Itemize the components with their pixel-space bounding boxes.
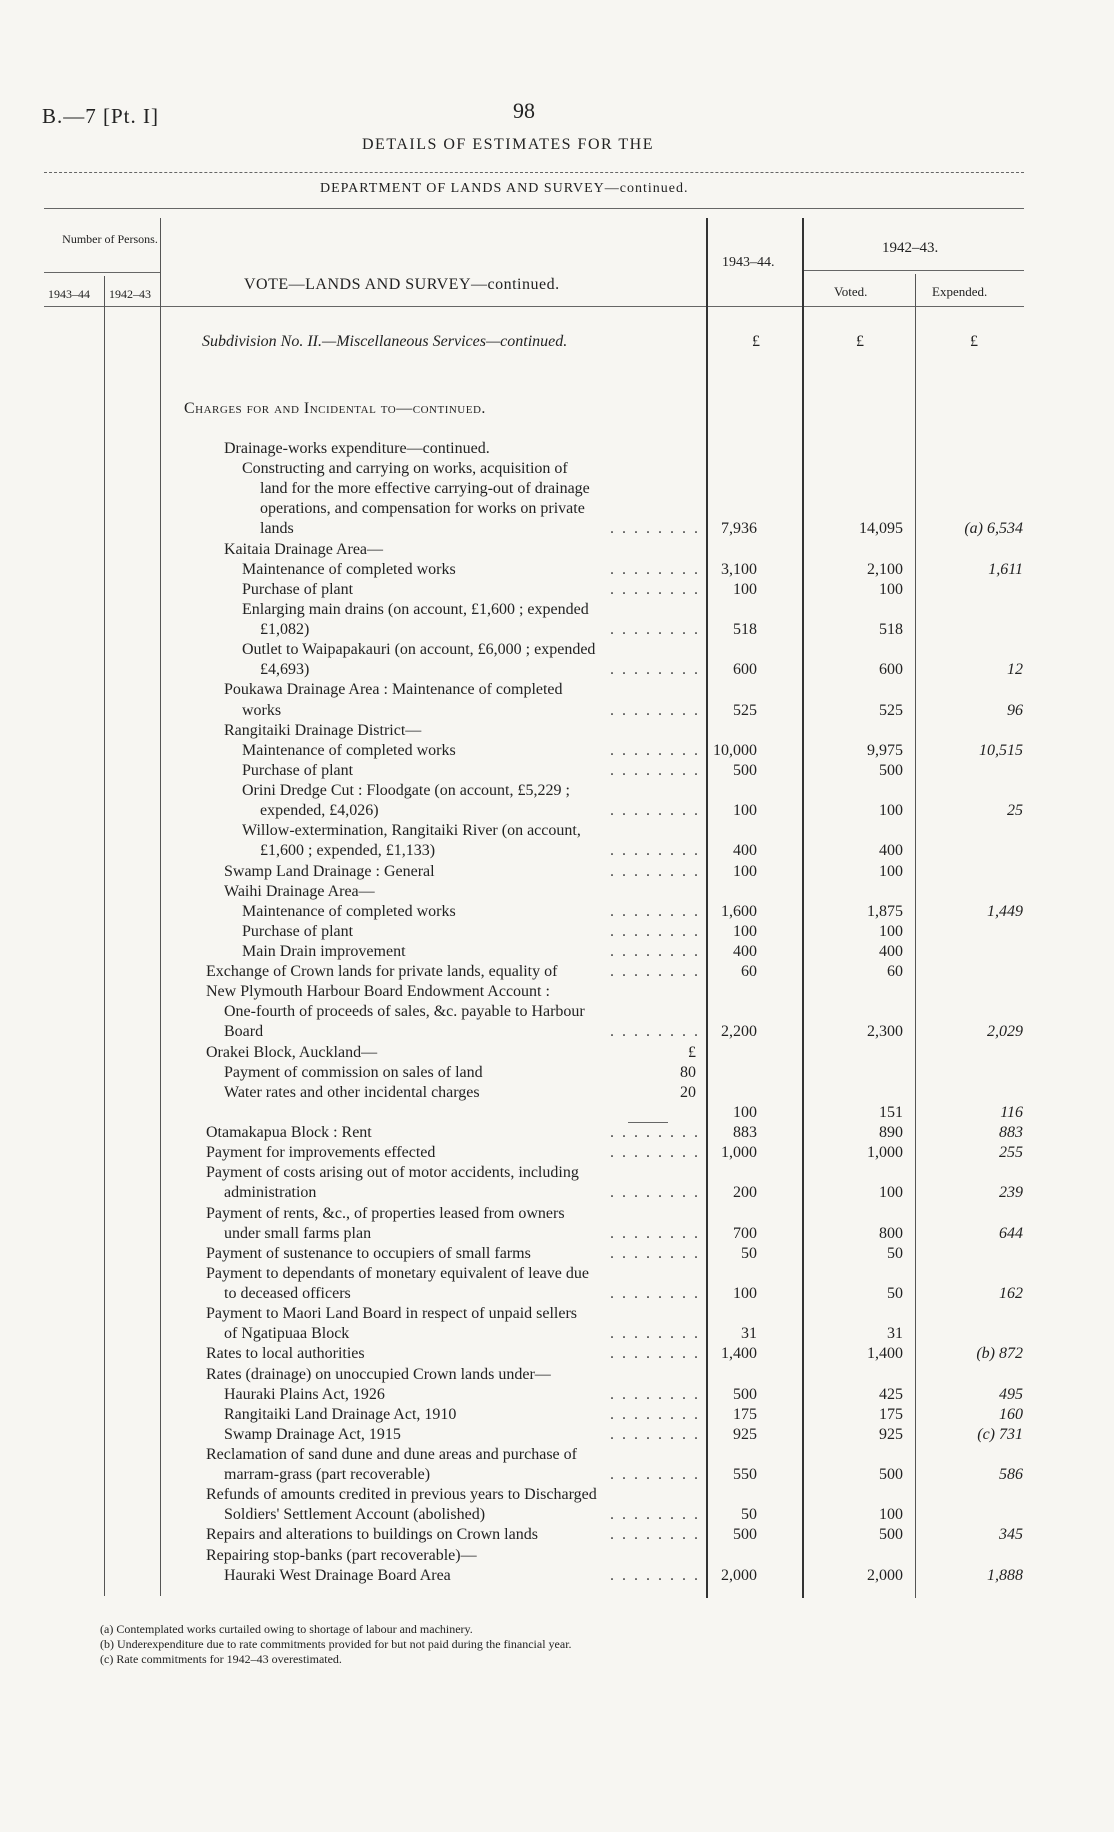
table-row xyxy=(0,1344,1114,1364)
voted-1942-43: 2,100 xyxy=(867,560,903,578)
table-row xyxy=(0,1385,1114,1405)
voted-1942-43: 151 xyxy=(879,1103,903,1121)
row-description: Outlet to Waipapakauri (on account, £6,000 ; expended xyxy=(242,641,596,659)
voted-1942-43: 1,875 xyxy=(867,902,903,920)
table-row xyxy=(0,1304,1114,1324)
table-row xyxy=(0,660,1114,680)
row-description: Rangitaiki Land Drainage Act, 1910 xyxy=(224,1405,457,1423)
row-description: Purchase of plant xyxy=(242,922,354,940)
estimate-1943-44: 100 xyxy=(733,1103,757,1121)
row-description: marram-grass (part recoverable) xyxy=(224,1466,431,1484)
table-row xyxy=(0,701,1114,721)
leader-dots: . . . . . . . . xyxy=(610,922,700,940)
estimate-1943-44: 500 xyxy=(733,761,757,779)
estimate-1943-44: 60 xyxy=(741,963,757,981)
row-description: under small farms plan xyxy=(224,1224,372,1242)
voted-1942-43: 100 xyxy=(879,1184,903,1202)
table-row xyxy=(0,1445,1114,1465)
row-description: Payment of sustenance to occupiers of small farms xyxy=(206,1244,531,1262)
expended-1942-43: 2,029 xyxy=(987,1023,1023,1041)
table-row xyxy=(0,781,1114,801)
voted-1942-43: 525 xyxy=(879,701,903,719)
row-description: Orini Dredge Cut : Floodgate (on account, £5,229 ; xyxy=(242,782,570,800)
table-row xyxy=(0,620,1114,640)
expended-1942-43: 239 xyxy=(999,1184,1023,1202)
table-row xyxy=(0,1284,1114,1304)
row-description: Kaitaia Drainage Area— xyxy=(224,540,384,558)
table-row xyxy=(0,1324,1114,1344)
row-description: Willow-extermination, Rangitaiki River (on account, xyxy=(242,822,581,840)
column-head-rule xyxy=(44,306,1024,307)
document-reference: B.—7 [Pt. I] xyxy=(42,104,159,128)
expended-1942-43: (a) 6,534 xyxy=(964,520,1023,538)
leader-dots: . . . . . . . . xyxy=(610,560,700,578)
table-row xyxy=(0,499,1114,519)
expended-1942-43: 255 xyxy=(999,1144,1023,1162)
expended-1942-43: 12 xyxy=(1007,661,1023,679)
row-description: Repairs and alterations to buildings on Crown lands xyxy=(206,1526,538,1544)
voted-1942-43: 425 xyxy=(879,1385,903,1403)
row-description: land for the more effective carrying-out of drainage xyxy=(260,480,590,498)
row-description: Payment to Maori Land Board in respect of unpaid sellers xyxy=(206,1305,578,1323)
voted-1942-43: 14,095 xyxy=(859,520,903,538)
year-1942-43-heading: 1942–43. xyxy=(882,240,939,256)
pound-sign-voted: £ xyxy=(856,333,864,350)
row-description: £4,693) xyxy=(260,661,310,679)
row-description: Rates to local authorities xyxy=(206,1345,365,1363)
table-row xyxy=(0,680,1114,700)
estimate-1943-44: 600 xyxy=(733,661,757,679)
leader-dots: . . . . . . . . xyxy=(610,1385,700,1403)
row-description: Otamakapua Block : Rent xyxy=(206,1124,372,1142)
table-row xyxy=(0,1022,1114,1042)
voted-1942-43: 60 xyxy=(887,963,903,981)
leader-dots: . . . . . . . . xyxy=(610,621,700,639)
leader-dots: . . . . . . . . xyxy=(610,1506,700,1524)
table-row xyxy=(0,1224,1114,1244)
voted-1942-43: 31 xyxy=(887,1325,903,1343)
expended-1942-43: 1,888 xyxy=(987,1566,1023,1584)
inner-amount: £ xyxy=(688,1043,696,1061)
table-row xyxy=(0,519,1114,539)
table-row xyxy=(0,540,1114,560)
table-row xyxy=(0,962,1114,982)
title-rule xyxy=(44,172,1024,173)
estimate-1943-44-heading: 1943–44. xyxy=(722,255,775,270)
department-heading: DEPARTMENT OF LANDS AND SURVEY—continued. xyxy=(320,181,689,196)
voted-1942-43: 50 xyxy=(887,1244,903,1262)
voted-1942-43: 500 xyxy=(879,761,903,779)
inner-amount: 20 xyxy=(680,1083,696,1101)
estimate-1943-44: 525 xyxy=(733,701,757,719)
estimate-1943-44: 550 xyxy=(733,1466,757,1484)
persons-rule xyxy=(44,272,160,273)
footnote-b: (b) Underexpenditure due to rate commitments provided for but not paid during the financial year. xyxy=(100,1637,572,1651)
row-description: to deceased officers xyxy=(224,1285,351,1303)
leader-dots: . . . . . . . . xyxy=(610,1425,700,1443)
table-row xyxy=(0,1083,1114,1103)
table-row xyxy=(0,841,1114,861)
table-row xyxy=(0,1123,1114,1143)
row-description: Soldiers' Settlement Account (abolished) xyxy=(224,1506,486,1524)
row-description: One-fourth of proceeds of sales, &c. payable to Harbour xyxy=(224,1003,585,1021)
estimate-1943-44: 1,600 xyxy=(721,902,757,920)
estimate-1943-44: 700 xyxy=(733,1224,757,1242)
footnote-c: (c) Rate commitments for 1942–43 overestimated. xyxy=(100,1652,342,1666)
estimate-1943-44: 400 xyxy=(733,943,757,960)
expended-1942-43: 1,611 xyxy=(988,560,1023,578)
voted-1942-43: 100 xyxy=(879,1506,903,1524)
voted-1942-43: 100 xyxy=(879,580,903,598)
estimate-1943-44: 100 xyxy=(733,922,757,940)
row-description: Orakei Block, Auckland— xyxy=(206,1043,378,1061)
expended-1942-43: 883 xyxy=(999,1124,1023,1142)
row-description: Reclamation of sand dune and dune areas and purchase of xyxy=(206,1446,577,1463)
expended-1942-43: 25 xyxy=(1007,802,1023,820)
voted-1942-43: 1,400 xyxy=(867,1345,903,1363)
estimate-1943-44: 1,400 xyxy=(721,1345,757,1363)
leader-dots: . . . . . . . . xyxy=(610,761,700,779)
voted-1942-43: 800 xyxy=(879,1224,903,1242)
number-of-persons-heading: Number of Persons. xyxy=(62,232,158,246)
row-description: New Plymouth Harbour Board Endowment Account : xyxy=(206,983,550,1001)
row-description: Swamp Land Drainage : General xyxy=(224,862,435,880)
estimate-1943-44: 2,000 xyxy=(721,1566,757,1584)
row-description: Constructing and carrying on works, acquisition of xyxy=(242,460,568,478)
voted-1942-43: 2,300 xyxy=(867,1023,903,1041)
row-description: Refunds of amounts credited in previous years to Discharged xyxy=(206,1486,597,1504)
table-row xyxy=(0,459,1114,479)
voted-1942-43: 500 xyxy=(879,1466,903,1484)
expended-heading: Expended. xyxy=(932,284,988,299)
estimate-1943-44: 10,000 xyxy=(713,741,757,759)
estimate-1943-44: 100 xyxy=(733,580,757,598)
table-row xyxy=(0,821,1114,841)
table-row xyxy=(0,741,1114,761)
expended-1942-43: 586 xyxy=(999,1466,1023,1484)
row-description: operations, and compensation for works on private xyxy=(260,500,585,518)
row-description: Waihi Drainage Area— xyxy=(224,882,375,900)
estimate-1943-44: 883 xyxy=(733,1124,757,1142)
table-row xyxy=(0,922,1114,942)
leader-dots: . . . . . . . . xyxy=(610,1244,700,1262)
leader-dots: . . . . . . . . xyxy=(610,842,700,860)
table-row xyxy=(0,1244,1114,1264)
inner-amount: 80 xyxy=(680,1063,696,1081)
expended-1942-43: 162 xyxy=(999,1285,1023,1303)
row-description: Exchange of Crown lands for private lands, equality of xyxy=(206,963,558,981)
table-row xyxy=(0,439,1114,459)
row-description: Swamp Drainage Act, 1915 xyxy=(224,1425,401,1443)
voted-1942-43: 400 xyxy=(879,943,903,960)
row-description: £1,600 ; expended, £1,133) xyxy=(260,842,436,860)
voted-1942-43: 518 xyxy=(879,621,903,639)
header-rule xyxy=(44,208,1024,209)
table-row xyxy=(0,479,1114,499)
row-description: Payment of rents, &c., of properties leased from owners xyxy=(206,1204,565,1222)
row-description: administration xyxy=(224,1184,317,1202)
row-description: Maintenance of completed works xyxy=(242,741,456,759)
voted-heading: Voted. xyxy=(834,284,868,299)
row-description: Rates (drainage) on unoccupied Crown lands under— xyxy=(206,1365,551,1383)
estimate-1943-44: 518 xyxy=(733,621,757,639)
row-description: Drainage-works expenditure—continued. xyxy=(224,440,490,457)
expended-1942-43: 96 xyxy=(1007,701,1023,719)
expended-1942-43: 10,515 xyxy=(979,741,1023,759)
estimate-1943-44: 50 xyxy=(741,1506,757,1524)
row-description: Poukawa Drainage Area : Maintenance of completed xyxy=(224,681,563,699)
table-row xyxy=(0,761,1114,781)
table-row xyxy=(0,1405,1114,1425)
estimate-1943-44: 7,936 xyxy=(721,520,757,538)
expended-1942-43: 160 xyxy=(999,1405,1023,1423)
estimate-1943-44: 500 xyxy=(733,1526,757,1544)
voted-1942-43: 890 xyxy=(879,1124,903,1142)
estimate-1943-44: 500 xyxy=(733,1385,757,1403)
row-description: of Ngatipuaa Block xyxy=(224,1325,350,1343)
row-description: works xyxy=(242,701,282,719)
voted-1942-43: 9,975 xyxy=(867,741,903,759)
table-row xyxy=(0,1002,1114,1022)
voted-1942-43: 175 xyxy=(879,1405,903,1423)
table-row xyxy=(0,600,1114,620)
voted-1942-43: 100 xyxy=(879,862,903,880)
row-description: £1,082) xyxy=(260,621,310,639)
voted-1942-43: 50 xyxy=(887,1285,903,1303)
table-row xyxy=(0,801,1114,821)
row-description: Water rates and other incidental charges xyxy=(224,1083,480,1101)
table-row xyxy=(0,1425,1114,1445)
estimate-1943-44: 175 xyxy=(733,1405,757,1423)
leader-dots: . . . . . . . . xyxy=(610,520,700,538)
expended-1942-43: 644 xyxy=(999,1224,1023,1242)
estimate-1943-44: 31 xyxy=(741,1325,757,1343)
leader-dots: . . . . . . . . xyxy=(610,1144,700,1162)
table-row xyxy=(0,902,1114,922)
leader-dots: . . . . . . . . xyxy=(610,902,700,920)
leader-dots: . . . . . . . . xyxy=(610,963,700,981)
charges-heading: Charges for and Incidental to—continued. xyxy=(184,400,486,417)
table-row xyxy=(0,1043,1114,1063)
row-description: Maintenance of completed works xyxy=(242,560,456,578)
table-row xyxy=(0,1525,1114,1545)
leader-dots: . . . . . . . . xyxy=(610,1285,700,1303)
estimate-1943-44: 3,100 xyxy=(721,560,757,578)
expended-1942-43: 345 xyxy=(999,1526,1023,1544)
table-row xyxy=(0,1204,1114,1224)
voted-1942-43: 100 xyxy=(879,922,903,940)
table-row xyxy=(0,882,1114,902)
table-row xyxy=(0,640,1114,660)
row-description: Board xyxy=(224,1023,264,1041)
voted-1942-43: 600 xyxy=(879,661,903,679)
pound-sign-expended: £ xyxy=(970,333,978,350)
leader-dots: . . . . . . . . xyxy=(610,1526,700,1544)
voted-1942-43: 2,000 xyxy=(867,1566,903,1584)
leader-dots: . . . . . . . . xyxy=(610,1325,700,1343)
leader-dots: . . . . . . . . xyxy=(610,701,700,719)
table-row xyxy=(0,982,1114,1002)
table-row xyxy=(0,1063,1114,1083)
estimate-1943-44: 100 xyxy=(733,862,757,880)
estimate-1943-44: 50 xyxy=(741,1244,757,1262)
expended-1942-43: (c) 731 xyxy=(977,1425,1023,1443)
table-row xyxy=(0,580,1114,600)
subdivision-heading: Subdivision No. II.—Miscellaneous Services—continued. xyxy=(202,333,568,350)
table-row xyxy=(0,942,1114,962)
estimate-1943-44: 2,200 xyxy=(721,1023,757,1041)
table-row xyxy=(0,1264,1114,1284)
table-row xyxy=(0,1566,1114,1586)
estimate-1943-44: 400 xyxy=(733,842,757,860)
table-row xyxy=(0,1485,1114,1505)
leader-dots: . . . . . . . . xyxy=(610,1023,700,1041)
leader-dots: . . . . . . . . xyxy=(610,1184,700,1202)
expended-1942-43: 116 xyxy=(1000,1103,1023,1121)
row-description: Payment to dependants of monetary equivalent of leave due xyxy=(206,1264,589,1282)
leader-dots: . . . . . . . . xyxy=(610,1466,700,1484)
voted-1942-43: 500 xyxy=(879,1526,903,1544)
row-description: Rangitaiki Drainage District— xyxy=(224,721,422,739)
estimate-1943-44: 100 xyxy=(733,802,757,820)
table-row xyxy=(0,1163,1114,1183)
voted-1942-43: 1,000 xyxy=(867,1144,903,1162)
row-description: Payment of commission on sales of land xyxy=(224,1063,483,1081)
table-row xyxy=(0,721,1114,741)
table-row xyxy=(0,1103,1114,1123)
table-row xyxy=(0,1546,1114,1566)
table-row xyxy=(0,1465,1114,1485)
voted-1942-43: 400 xyxy=(879,842,903,860)
pound-sign-estimate: £ xyxy=(752,333,760,350)
persons-col-1943-44: 1943–44 xyxy=(48,287,90,301)
row-description: Enlarging main drains (on account, £1,600 ; expended xyxy=(242,600,589,618)
table-row xyxy=(0,862,1114,882)
orakei-subtotal-rule xyxy=(628,1122,668,1123)
estimate-1943-44: 200 xyxy=(733,1184,757,1202)
leader-dots: . . . . . . . . xyxy=(610,1405,700,1423)
estimate-1943-44: 100 xyxy=(733,1285,757,1303)
table-row xyxy=(0,1365,1114,1385)
leader-dots: . . . . . . . . xyxy=(610,1345,700,1363)
leader-dots: . . . . . . . . xyxy=(610,741,700,759)
estimate-1943-44: 1,000 xyxy=(721,1144,757,1162)
leader-dots: . . . . . . . . xyxy=(610,1566,700,1584)
table-row xyxy=(0,560,1114,580)
voted-1942-43: 925 xyxy=(879,1425,903,1443)
page-title: DETAILS OF ESTIMATES FOR THE xyxy=(362,136,654,153)
row-description: Maintenance of completed works xyxy=(242,902,456,920)
leader-dots: . . . . . . . . xyxy=(610,943,700,960)
row-description: Repairing stop-banks (part recoverable)— xyxy=(206,1546,477,1564)
leader-dots: . . . . . . . . xyxy=(610,580,700,598)
leader-dots: . . . . . . . . xyxy=(610,1124,700,1142)
expended-1942-43: (b) 872 xyxy=(976,1345,1023,1363)
leader-dots: . . . . . . . . xyxy=(610,1224,700,1242)
leader-dots: . . . . . . . . xyxy=(610,802,700,820)
page-number: 98 xyxy=(513,98,535,123)
table-row xyxy=(0,1505,1114,1525)
row-description: Purchase of plant xyxy=(242,761,354,779)
persons-col-1942-43: 1942–43 xyxy=(109,287,151,301)
row-description: Payment for improvements effected xyxy=(206,1144,436,1162)
row-description: Hauraki West Drainage Board Area xyxy=(224,1566,451,1584)
estimate-1943-44: 925 xyxy=(733,1425,757,1443)
expended-1942-43: 495 xyxy=(999,1385,1023,1403)
voted-1942-43: 100 xyxy=(879,802,903,820)
row-description: lands xyxy=(260,520,294,538)
row-description: Purchase of plant xyxy=(242,580,354,598)
row-description: expended, £4,026) xyxy=(260,802,379,820)
footnote-a: (a) Contemplated works curtailed owing to shortage of labour and machinery. xyxy=(100,1622,473,1636)
expended-1942-43: 1,449 xyxy=(987,902,1023,920)
row-description: Hauraki Plains Act, 1926 xyxy=(224,1385,385,1403)
table-row xyxy=(0,1183,1114,1203)
leader-dots: . . . . . . . . xyxy=(610,862,700,880)
row-description: Payment of costs arising out of motor accidents, including xyxy=(206,1164,579,1182)
row-description: Main Drain improvement xyxy=(242,943,406,960)
vote-heading: VOTE—LANDS AND SURVEY—continued. xyxy=(244,276,560,293)
leader-dots: . . . . . . . . xyxy=(610,661,700,679)
table-row xyxy=(0,1143,1114,1163)
year-rule xyxy=(802,270,1024,271)
